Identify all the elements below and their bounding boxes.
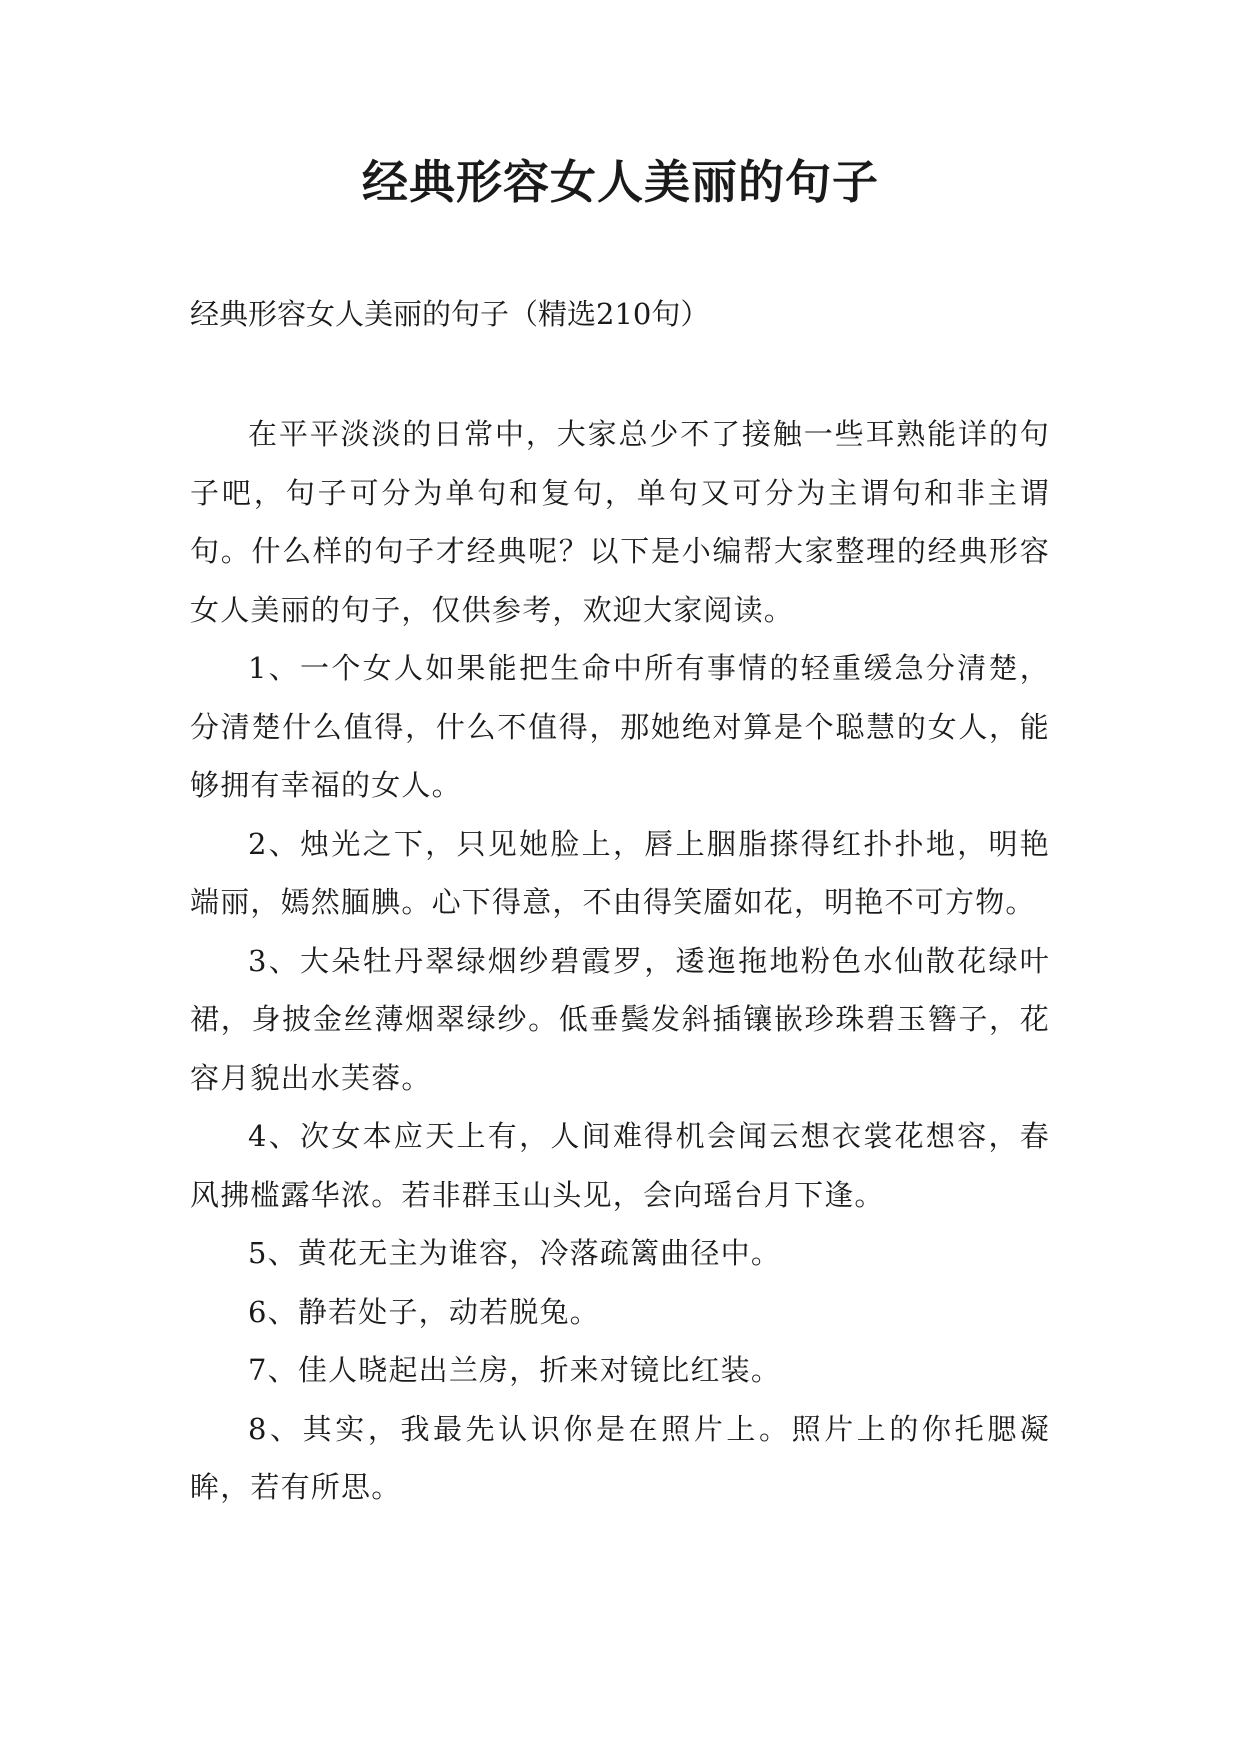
list-item: 6、静若处子，动若脱兔。	[248, 1294, 600, 1329]
list-item: 3、大朵牡丹翠绿烟纱碧霞罗，逶迤拖地粉色水仙散花绿叶裙，身披金丝薄烟翠绿纱。低垂鬓发斜插镶嵌珍珠碧玉簪子，花容月貌出水芙蓉。	[190, 943, 1050, 1095]
document-body	[190, 405, 1050, 1517]
list-item: 1、一个女人如果能把生命中所有事情的轻重缓急分清楚，分清楚什么值得，什么不值得，那她绝对算是个聪慧的女人，能够拥有幸福的女人。	[190, 651, 1050, 802]
list-item: 8、其实，我最先认识你是在照片上。照片上的你托腮凝眸，若有所思。	[190, 1411, 1050, 1504]
list-item: 7、佳人晓起出兰房，折来对镜比红装。	[248, 1353, 782, 1387]
list-item: 2、烛光之下，只见她脸上，唇上胭脂搽得红扑扑地，明艳端丽，嫣然腼腆。心下得意，不由得笑靥如花，明艳不可方物。	[190, 826, 1050, 919]
document-title: 经典形容女人美丽的句子	[362, 155, 879, 209]
list-item: 4、次女本应天上有，人间难得机会闻云想衣裳花想容，春风拂槛露华浓。若非群玉山头见，会向瑶台月下逢。	[190, 1119, 1050, 1212]
list-item: 5、黄花无主为谁容，冷落疏篱曲径中。	[248, 1236, 782, 1270]
intro-paragraph: 在平平淡淡的日常中，大家总少不了接触一些耳熟能详的句子吧，句子可分为单句和复句，单句又可分为主谓句和非主谓句。什么样的句子才经典呢？以下是小编帮大家整理的经典形容女人美丽的句子，仅供参考，欢迎大家阅读。	[190, 417, 1050, 627]
document-subtitle: 经典形容女人美丽的句子（精选210句）	[190, 297, 710, 331]
